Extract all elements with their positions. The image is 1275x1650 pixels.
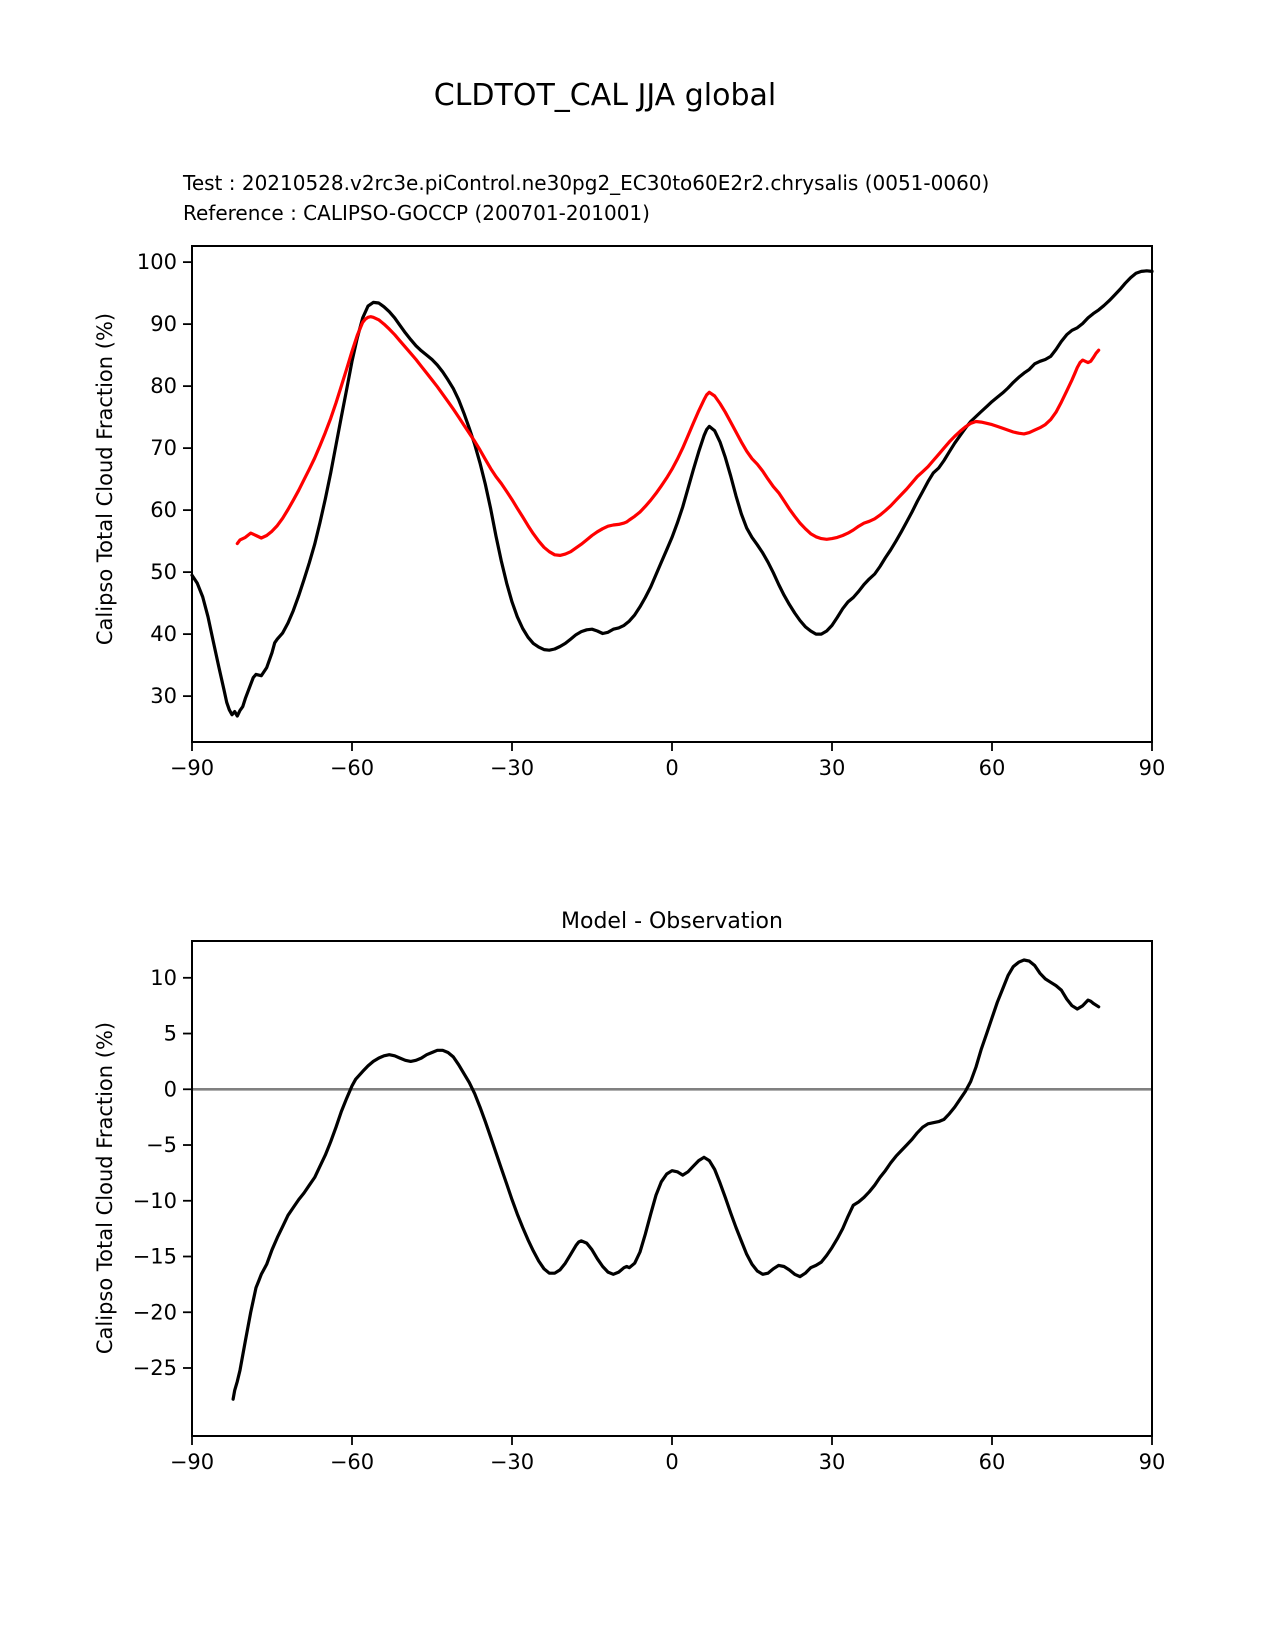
- x-tick-label: 30: [818, 1450, 846, 1474]
- x-tick-label: −90: [169, 756, 215, 780]
- x-tick-label: 60: [978, 1450, 1006, 1474]
- y-tick-label: −15: [132, 1244, 177, 1269]
- x-tick-label: −30: [489, 1450, 535, 1474]
- x-tick-label: −60: [329, 756, 375, 780]
- plot-frame: [192, 941, 1152, 1436]
- plot-frame: [192, 246, 1152, 742]
- legend-test-label: Test : 20210528.v2rc3e.piControl.ne30pg2_EC30to60E2r2.chrysalis (0051-0060): [183, 171, 990, 195]
- x-tick-label: 30: [818, 756, 846, 780]
- y-tick-label: −20: [132, 1300, 177, 1325]
- series-line-difference: [233, 960, 1099, 1399]
- y-tick-label: −5: [146, 1133, 177, 1158]
- y-tick-label: 5: [163, 1021, 177, 1046]
- y-tick-label: 70: [150, 436, 177, 461]
- series-line-reference: [237, 317, 1098, 556]
- series-line-test: [192, 271, 1152, 716]
- y-tick-label: 10: [150, 965, 177, 990]
- top-plot-axes: [137, 246, 1165, 780]
- y-tick-label: 0: [163, 1077, 177, 1102]
- y-tick-label: 100: [136, 250, 177, 275]
- x-tick-label: 0: [665, 1450, 679, 1474]
- x-tick-label: −60: [329, 1450, 375, 1474]
- x-tick-label: 90: [1138, 756, 1166, 780]
- y-tick-label: −25: [132, 1355, 177, 1380]
- y-tick-label: 80: [150, 374, 177, 399]
- y-tick-label: −10: [132, 1188, 177, 1213]
- x-tick-label: 60: [978, 756, 1006, 780]
- y-tick-label: 90: [150, 312, 177, 337]
- figure-title: CLDTOT_CAL JJA global: [433, 78, 777, 113]
- x-tick-label: −90: [169, 1450, 215, 1474]
- y-tick-label: 50: [150, 560, 177, 585]
- bottom-plot-axes: [133, 941, 1166, 1474]
- y-tick-label: 30: [150, 684, 177, 709]
- y-tick-label: 60: [150, 498, 177, 523]
- bottom-plot-title: Model - Observation: [561, 909, 783, 934]
- y-tick-label: 40: [150, 622, 177, 647]
- x-tick-label: 90: [1138, 1450, 1166, 1474]
- bottom-plot-ylabel: Calipso Total Cloud Fraction (%): [93, 1021, 117, 1355]
- x-tick-label: −30: [489, 756, 535, 780]
- legend-reference-label: Reference : CALIPSO-GOCCP (200701-201001): [183, 201, 650, 225]
- x-tick-label: 0: [665, 756, 679, 780]
- top-plot-ylabel: Calipso Total Cloud Fraction (%): [93, 312, 117, 646]
